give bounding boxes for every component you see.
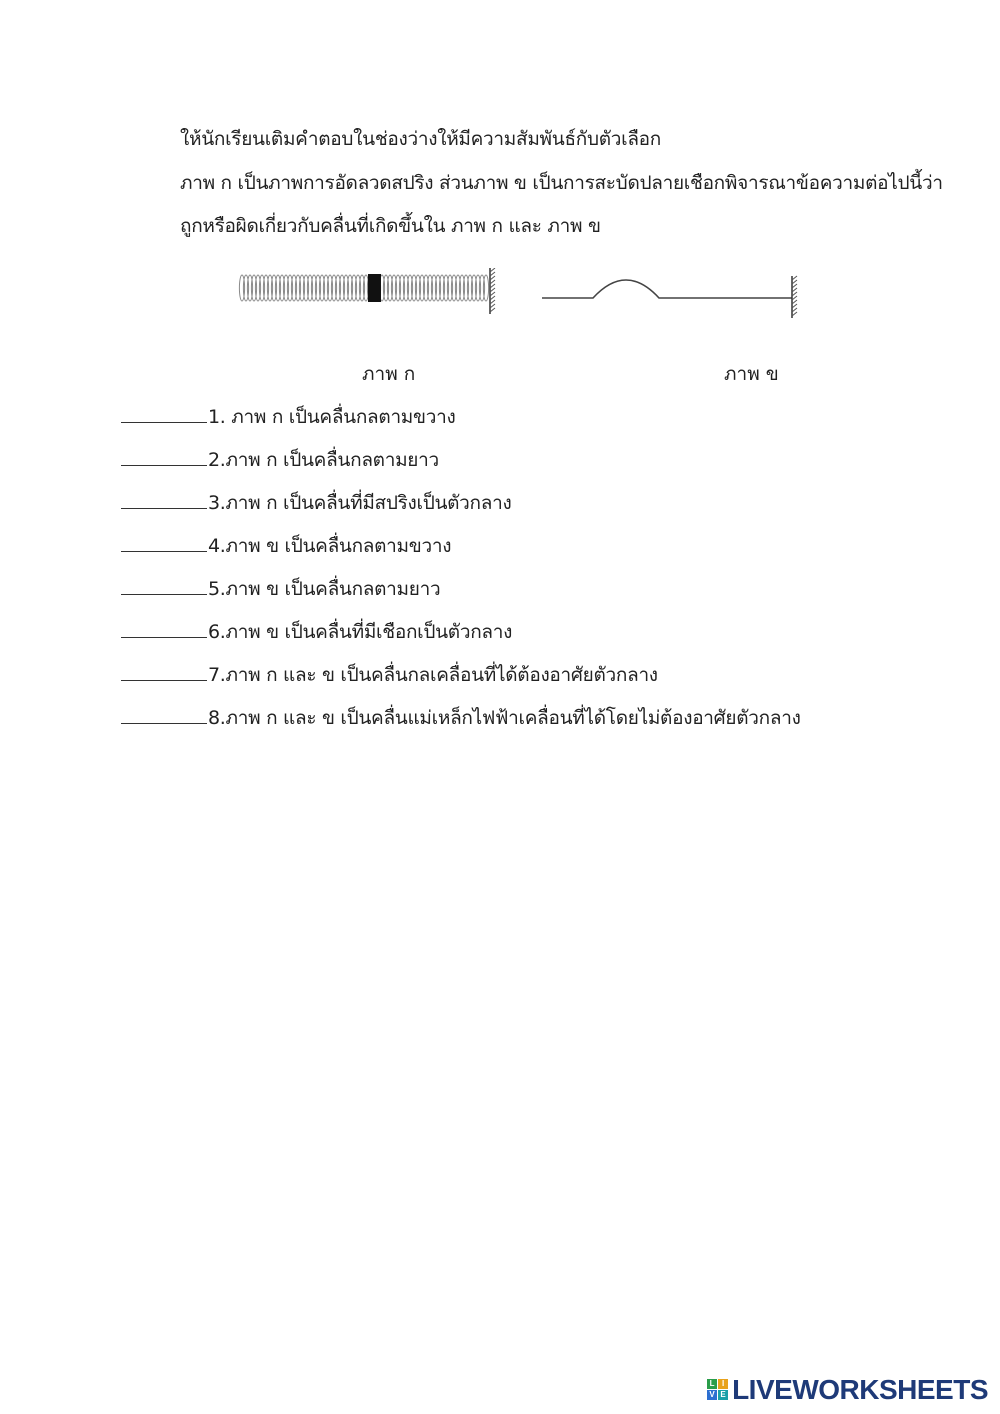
question-8 <box>121 703 801 733</box>
question-1 <box>121 402 455 432</box>
answer-blank-2[interactable] <box>121 447 207 466</box>
answer-blank-4[interactable] <box>121 533 207 552</box>
answer-blank-6[interactable] <box>121 619 207 638</box>
logo-mark-letter: E <box>718 1390 728 1400</box>
question-text-6: 6.ภาพ ข เป็นคลื่นที่มีเชือกเป็นตัวกลาง <box>208 621 513 643</box>
answer-blank-5[interactable] <box>121 576 207 595</box>
logo-mark-letter: L <box>707 1379 717 1389</box>
answer-blank-1[interactable] <box>121 404 207 423</box>
question-text-5: 5.ภาพ ข เป็นคลื่นกลตามยาว <box>208 578 441 600</box>
question-text-8: 8.ภาพ ก และ ข เป็นคลื่นแม่เหล็กไฟฟ้าเคลื่อนที่ได้โดยไม่ต้องอาศัยตัวกลาง <box>208 707 801 729</box>
question-4 <box>121 531 451 561</box>
liveworksheets-mark-icon <box>707 1379 729 1401</box>
logo-mark-letter: I <box>718 1379 728 1389</box>
instruction-line-2: ภาพ ก เป็นภาพการอัดลวดสปริง ส่วนภาพ ข เป็นการสะบัดปลายเชือกพิจารณาข้อความต่อไปนี้ว่า <box>180 172 943 194</box>
answer-blank-3[interactable] <box>121 490 207 509</box>
answer-blank-8[interactable] <box>121 705 207 724</box>
question-text-2: 2.ภาพ ก เป็นคลื่นกลตามยาว <box>208 449 439 471</box>
logo-mark-letter: V <box>707 1390 717 1400</box>
spring-illustration <box>236 268 502 318</box>
figure-b-caption: ภาพ ข <box>724 363 779 385</box>
rope-pulse <box>542 280 792 298</box>
question-3 <box>121 488 511 518</box>
question-text-1: 1. ภาพ ก เป็นคลื่นกลตามขวาง <box>208 406 456 428</box>
question-text-3: 3.ภาพ ก เป็นคลื่นที่มีสปริงเป็นตัวกลาง <box>208 492 512 514</box>
figure-a-caption: ภาพ ก <box>362 363 416 385</box>
rope-illustration <box>538 270 800 320</box>
question-5 <box>121 574 440 604</box>
question-text-7: 7.ภาพ ก และ ข เป็นคลื่นกลเคลื่อนที่ได้ต้องอาศัยตัวกลาง <box>208 664 658 686</box>
question-6 <box>121 617 512 647</box>
rope-figure <box>538 270 800 320</box>
spring-figure <box>236 268 502 318</box>
question-7 <box>121 660 658 690</box>
compression-region <box>368 274 381 302</box>
instruction-line-3: ถูกหรือผิดเกี่ยวกับคลื่นที่เกิดขึ้นใน ภาพ ก และ ภาพ ข <box>180 215 601 237</box>
liveworksheets-logo <box>707 1374 988 1406</box>
answer-blank-7[interactable] <box>121 662 207 681</box>
question-2 <box>121 445 439 475</box>
brand-name: LIVEWORKSHEETS <box>732 1374 988 1405</box>
question-text-4: 4.ภาพ ข เป็นคลื่นกลตามขวาง <box>208 535 452 557</box>
instruction-line-1: ให้นักเรียนเติมคำตอบในช่องว่างให้มีความสัมพันธ์กับตัวเลือก <box>180 128 661 150</box>
